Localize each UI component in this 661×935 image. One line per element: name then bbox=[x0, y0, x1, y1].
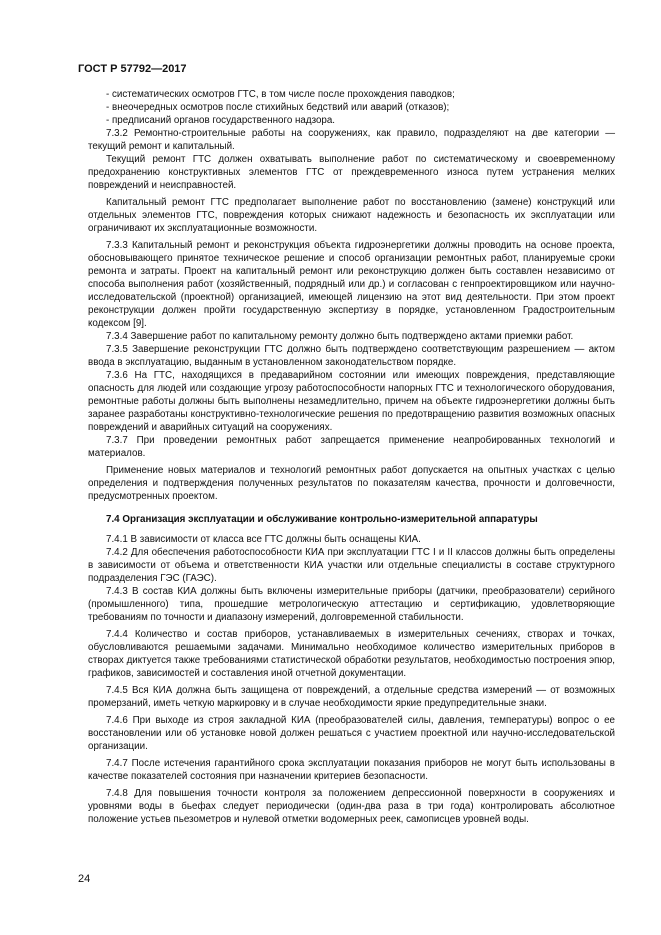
paragraph: Текущий ремонт ГТС должен охватывать выполнение работ по систематическому и своевременному предохранению конструктивных элементов ГТС от преждевременного износа путем устранения мелких повреждений и неисправностей. bbox=[88, 154, 615, 191]
document-header: ГОСТ Р 57792—2017 bbox=[78, 63, 187, 75]
paragraph: 7.3.4 Завершение работ по капитальному ремонту должно быть подтверждено актами приемки работ. bbox=[106, 331, 574, 342]
section-title: 7.4 Организация эксплуатации и обслуживание контрольно-измерительной аппаратуры bbox=[106, 514, 538, 525]
paragraph: 7.4.7 После истечения гарантийного срока эксплуатации показания приборов не могут быть использованы в качестве показателей состояния при назначении критериев безопасности. bbox=[88, 758, 615, 782]
list-item: - внеочередных осмотров после стихийных бедствий или аварий (отказов); bbox=[106, 102, 450, 113]
paragraph: 7.4.6 При выходе из строя закладной КИА (преобразователей силы, давления, температуры) вопрос о ее восстановлении или об установке новой должен решаться с участием проектной или научно-исследовательской организации. bbox=[88, 715, 615, 752]
paragraph: 7.3.2 Ремонтно-строительные работы на сооружениях, как правило, подразделяют на две категории — текущий ремонт и капитальный. bbox=[88, 128, 615, 152]
paragraph: 7.4.5 Вся КИА должна быть защищена от повреждений, а отдельные средства измерений — от возможных промерзаний, иметь четкую маркировку и в случае необходимости яркие предупредительные знаки. bbox=[88, 685, 615, 709]
paragraph: 7.4.3 В состав КИА должны быть включены измерительные приборы (датчики, преобразователи) серийного (промышленного) типа, прошедшие метрологическую аттестацию и сертификацию, удовлетворяющие требованиям по точности и диапазону измерений, долговременной стабильности. bbox=[88, 586, 615, 623]
paragraph: Капитальный ремонт ГТС предполагает выполнение работ по восстановлению (замене) конструкций или отдельных элементов ГТС, повреждения которых снижают надежность и безопасность их эксплуатации или ограничивают их эксплуатационные возможности. bbox=[88, 197, 615, 234]
paragraph: 7.4.4 Количество и состав приборов, устанавливаемых в измерительных сечениях, створах и точках, обусловливаются решаемыми задачами. Минимально необходимое количество измерительных приборов в створах диктуется также требованиями статистической обработки результатов, необходимостью построения эпюр, графиков, зависимостей и составления иной отчетной документации. bbox=[88, 629, 615, 679]
list-item: - систематических осмотров ГТС, в том числе после прохождения паводков; bbox=[106, 89, 455, 100]
paragraph: Применение новых материалов и технологий ремонтных работ допускается на опытных участках с целью определения и подтверждения полученных результатов по показателям качества, прочности и долговечности, предусмотренных проектом. bbox=[88, 465, 615, 502]
page-number: 24 bbox=[78, 873, 91, 885]
paragraph: 7.3.7 При проведении ремонтных работ запрещается применение неапробированных технологий и материалов. bbox=[88, 435, 615, 459]
paragraph: 7.4.8 Для повышения точности контроля за положением депрессионной поверхности в сооружениях и уровнями воды в бьефах следует периодически (один-два раза в три года) контролировать абсолютное положение устьев пьезометров и нулевой отметки водомерных реек, самописцев уровней воды. bbox=[88, 788, 615, 825]
list-item: - предписаний органов государственного надзора. bbox=[106, 115, 336, 126]
paragraph: 7.3.5 Завершение реконструкции ГТС должно быть подтверждено соответствующим разрешением — актом ввода в эксплуатацию, выданным в установленном законодательством порядке. bbox=[88, 344, 615, 368]
paragraph: 7.3.6 На ГТС, находящихся в предаварийном состоянии или имеющих повреждения, представляющие опасность для людей или создающие угрозу работоспособности напорных ГТС и технологического оборудования, ремонтные работы должны быть выполнены незамедлительно, причем на объекте гидроэнергетики должны быть заранее разработаны конструктивно-технологические решения по предотвращению развития возможных опасных повреждений и аварийных ситуаций на сооружениях. bbox=[88, 370, 615, 433]
paragraph: 7.4.2 Для обеспечения работоспособности КИА при эксплуатации ГТС I и II классов должны быть определены в зависимости от объема и ответственности КИА участки или отдельные специалисты в составе структурного подразделения ГЭС (ГАЭС). bbox=[88, 547, 615, 584]
paragraph: 7.3.3 Капитальный ремонт и реконструкция объекта гидроэнергетики должны проводить на основе проекта, обосновывающего принятое техническое решение и способ организации ремонтных работ, планируемые сроки ремонта и затраты. Проект на капитальный ремонт или реконструкцию должен быть составлен независимо от способа выполнения работ (хозяйственный, подрядный или др.) и согласован с генпроектировщиком или научно-исследовательской (проектной) организацией, имеющей лицензию на этот вид деятельности. При этом проект реконструкции должен пройти государственную экспертизу в порядке, установленном Градостроительным кодексом [9]. bbox=[88, 240, 615, 329]
paragraph: 7.4.1 В зависимости от класса все ГТС должны быть оснащены КИА. bbox=[106, 534, 421, 545]
page-body bbox=[88, 88, 615, 826]
